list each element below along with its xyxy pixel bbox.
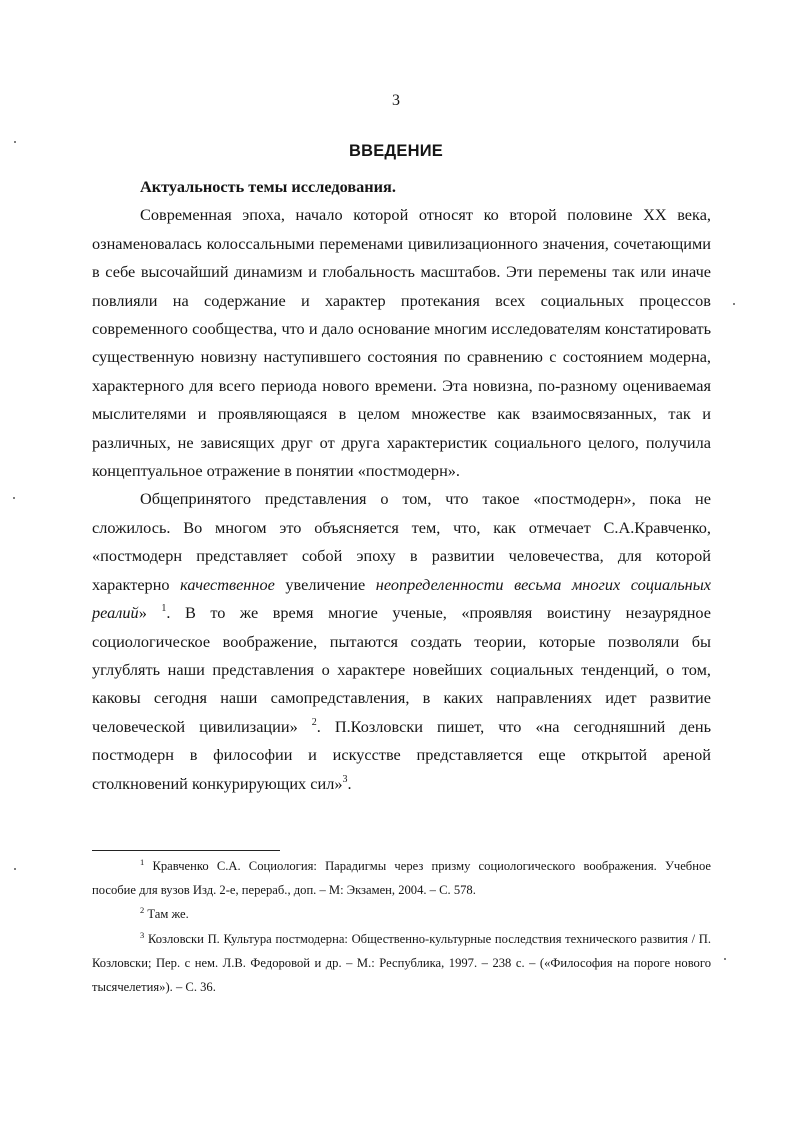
paragraph-1: Современная эпоха, начало которой относят ко второй половине XX века, ознаменовалась колоссальными переменами цивилизационного значения, сочетающими в себе высочайший динамизм и глобальность масштабов. Эти перемены так или иначе повлияли на содержание и характер протекания всех социальных процессов современного сообщества, что и дало основание многим исследователям констатировать существенную новизну наступившего состояния по сравнению с состоянием модерна, характерного для всего периода нового времени. Эта новизна, по-разному оцениваемая мыслителями и проявляющаяся в целом множестве как взаимосвязанных, так и различных, не зависящих друг от друга характеристик социального целого, получила концептуальное отражение в понятии «постмодерн». — [92, 205, 711, 481]
paragraph-2-text: увеличение — [274, 574, 376, 594]
footnote-text: Кравченко С.А. Социология: Парадигмы через призму социологического воображения. Учебное пособие для вузов Изд. 2-е, перераб., доп. – М: Экзамен, 2004. – С. 578. — [92, 859, 711, 898]
paragraph-2-text: » — [138, 603, 162, 623]
paragraph-2-text: . П.Козловски пишет, что «на сегодняшний день постмодерн в философии и искусстве представляется еще открытой ареной столкновений конкурирующих сил» — [92, 716, 711, 793]
subheading: Актуальность темы исследования. — [140, 177, 396, 196]
page-number: 3 — [392, 92, 400, 109]
section-heading: ВВЕДЕНИЕ — [349, 142, 443, 160]
footnote-text: Там же. — [147, 907, 189, 922]
paragraph-2-text: . В то же время многие ученые, «проявляя воистину незаурядное социологическое воображение, пытаются создать теории, которые позволяли бы углублять наши представления о характере новейших социальных тенденций, о том, каковы сегодня наши самопредставления, в каких направлениях идет развитие человеческой цивилизации» — [92, 603, 711, 736]
footnotes — [92, 854, 711, 999]
footnote-ref-3: 3 — [342, 773, 348, 785]
scan-speck — [724, 958, 726, 960]
italic-uncertainty: неопределенности весьма многих социальных реалий — [92, 574, 711, 623]
footnote-number: 1 — [140, 857, 145, 867]
paragraph-2 — [92, 485, 711, 797]
scan-speck — [14, 141, 16, 143]
body-text — [92, 173, 711, 798]
scan-speck — [13, 497, 15, 499]
footnote-3 — [92, 927, 711, 1000]
footnote-separator — [92, 850, 280, 851]
footnote-ref-1: 1 — [161, 603, 167, 615]
footnote-2 — [92, 902, 711, 926]
italic-quality: качественное — [180, 574, 275, 594]
paragraph-2-text: Общепринятого представления о том, что такое «постмодерн», пока не сложилось. Во многом это объясняется тем, что, как отмечает С.А.Кравченко, «постмодерн представляет собой эпоху в развитии человечества, для которой характерно — [92, 489, 711, 594]
paragraph-2-text: . — [347, 773, 352, 793]
footnote-number: 2 — [140, 905, 145, 916]
footnote-text: Козловски П. Культура постмодерна: Общественно-культурные последствия технического развития / П. Козловски; Пер. с нем. Л.В. Федоровой и др. – М.: Республика, 1997. – 238 с. – («Философия на пороге нового тысячелетия»). – С. 36. — [92, 931, 711, 995]
footnote-1 — [92, 854, 711, 902]
scan-speck — [14, 868, 16, 870]
footnote-number: 3 — [140, 929, 145, 940]
scan-speck — [733, 303, 735, 305]
footnote-ref-2: 2 — [311, 716, 317, 728]
